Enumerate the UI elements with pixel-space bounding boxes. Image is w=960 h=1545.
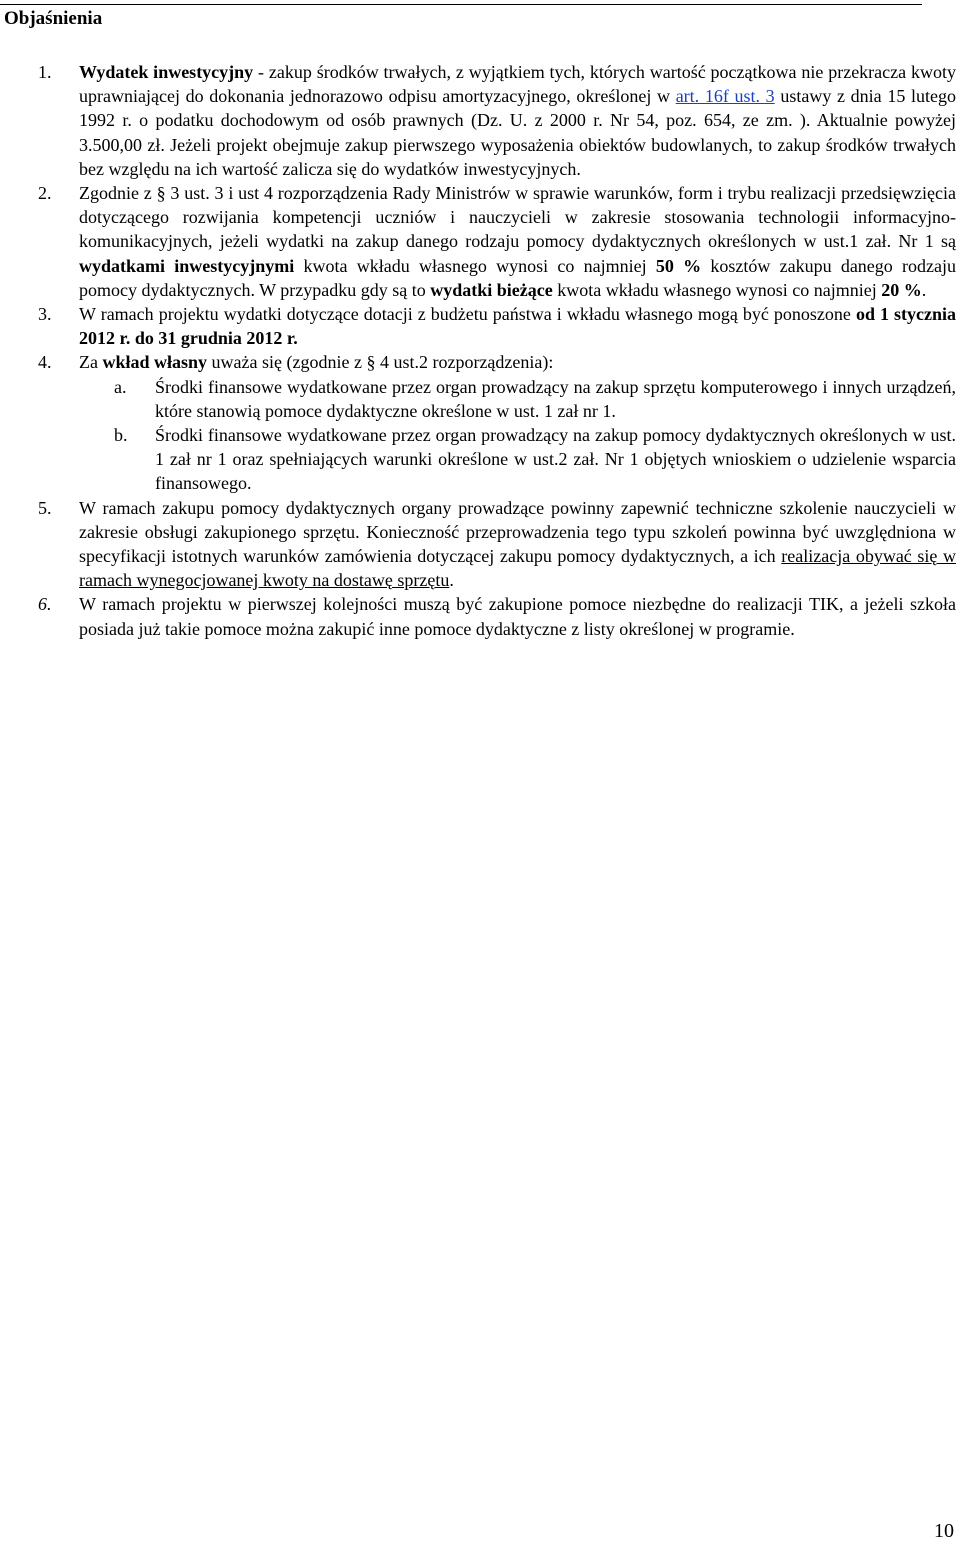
item-text: wkład własny [102, 352, 208, 373]
page-number: 10 [934, 1520, 954, 1542]
section-title: Objaśnienia [4, 8, 103, 29]
item-text: ustawy z dnia 15 lutego 1992 r. o podatku dochodowym od osób prawnych (Dz. U. z 2000 r. Nr 54, poz. 654, ze zm. ). Aktualnie powyżej 3.500,00 zł. Jeżeli projekt obejmuje zakup pierwszego wyposażenia obiektów budowlanych, to zakup środków trwałych bez względu na ich wartość zalicza się do wydatków inwestycyjnych. [79, 86, 957, 179]
list-item [0, 181, 960, 302]
item-text: W ramach projektu wydatki dotyczące dotacji z budżetu państwa i wkładu własnego mogą być ponoszone [79, 304, 856, 325]
item-text: 50 % [655, 255, 702, 276]
list-item [0, 60, 960, 181]
item-text: . [921, 279, 927, 300]
item-text: uważa się (zgodnie z § 4 ust.2 rozporządzenia): [207, 352, 554, 373]
item-text: W ramach projektu w pierwszej kolejności muszą być zakupione pomoce niezbędne do realizacji TIK, a jeżeli szkoła posiada już takie pomoce można zakupić inne pomoce dydaktyczne z listy określonej w programie. [79, 594, 956, 639]
item-number: 2. [38, 183, 52, 204]
item-text: Za [79, 352, 103, 373]
law-reference-link[interactable]: art. 16f ust. 3 [675, 86, 775, 107]
item-text: - zakup środków trwałych, z wyjątkiem tych, których wartość początkowa nie przekracza kwoty uprawniającej do dokonania jednorazowo odpisu amortyzacyjnego, określonej w [79, 62, 956, 107]
item-text: 20 % [881, 279, 922, 300]
sub-list-item [0, 423, 960, 496]
item-number: 1. [38, 62, 52, 82]
item-letter: a. [114, 376, 127, 397]
item-letter: b. [114, 425, 128, 446]
item-text: Środki finansowe wydatkowane przez organ prowadzący na zakup sprzętu komputerowego i innych urządzeń, które stanowią pomoce dydaktyczne określone w ust. 1 zał nr 1. [155, 376, 956, 421]
item-text: od 1 stycznia 2012 r. do 31 grudnia 2012 r. [79, 304, 957, 349]
item-text: realizacja obywać się w ramach wynegocjowanej kwoty na dostawę sprzętu [79, 546, 956, 591]
item-text: kosztów zakupu danego rodzaju pomocy dydaktycznych. W przypadku gdy są to [79, 255, 957, 300]
item-text: Środki finansowe wydatkowane przez organ prowadzący na zakup pomocy dydaktycznych określonych w ust. 1 zał nr 1 oraz spełniających warunki określone w ust.2 zał. Nr 1 objętych wnioskiem o udzielenie wsparcia finansowego. [155, 425, 956, 494]
sub-list-item [0, 375, 960, 423]
item-number: 5. [38, 497, 52, 518]
header-rule [0, 4, 922, 5]
list-item [0, 496, 960, 593]
item-text: . [449, 570, 454, 591]
list-item [0, 302, 960, 350]
item-text: W ramach zakupu pomocy dydaktycznych organy prowadzące powinny zapewnić techniczne szkolenie nauczycieli w zakresie obsługi zakupionego sprzętu. Konieczność przeprowadzenia tego typu szkoleń powinna być uwzględniona w specyfikacji istotnych warunków zamówienia dotyczącej zakupu pomocy dydaktycznych, a ich [79, 497, 956, 567]
item-number: 6. [38, 594, 52, 615]
item-text: Wydatek inwestycyjny [79, 62, 254, 82]
item-number: 3. [38, 304, 52, 325]
item-number: 4. [38, 352, 52, 373]
list-item [0, 592, 960, 640]
item-text: Zgodnie z § 3 ust. 3 i ust 4 rozporządzenia Rady Ministrów w sprawie warunków, form i trybu realizacji przedsięwzięcia dotyczącego rozwijania kompetencji uczniów i nauczycieli w zakresie stosowania technologii informacyjno-komunikacyjnych, jeżeli wydatki na zakup danego rodzaju pomocy dydaktycznych określonych w ust.1 zał. Nr 1 są [79, 183, 956, 252]
item-text: wydatkami inwestycyjnymi [79, 255, 295, 276]
explanations-list [0, 60, 960, 641]
list-item [0, 350, 960, 374]
item-text: kwota wkładu własnego wynosi co najmniej [294, 255, 656, 276]
item-text: wydatki bieżące [430, 279, 553, 300]
item-text: kwota wkładu własnego wynosi co najmniej [552, 279, 882, 300]
